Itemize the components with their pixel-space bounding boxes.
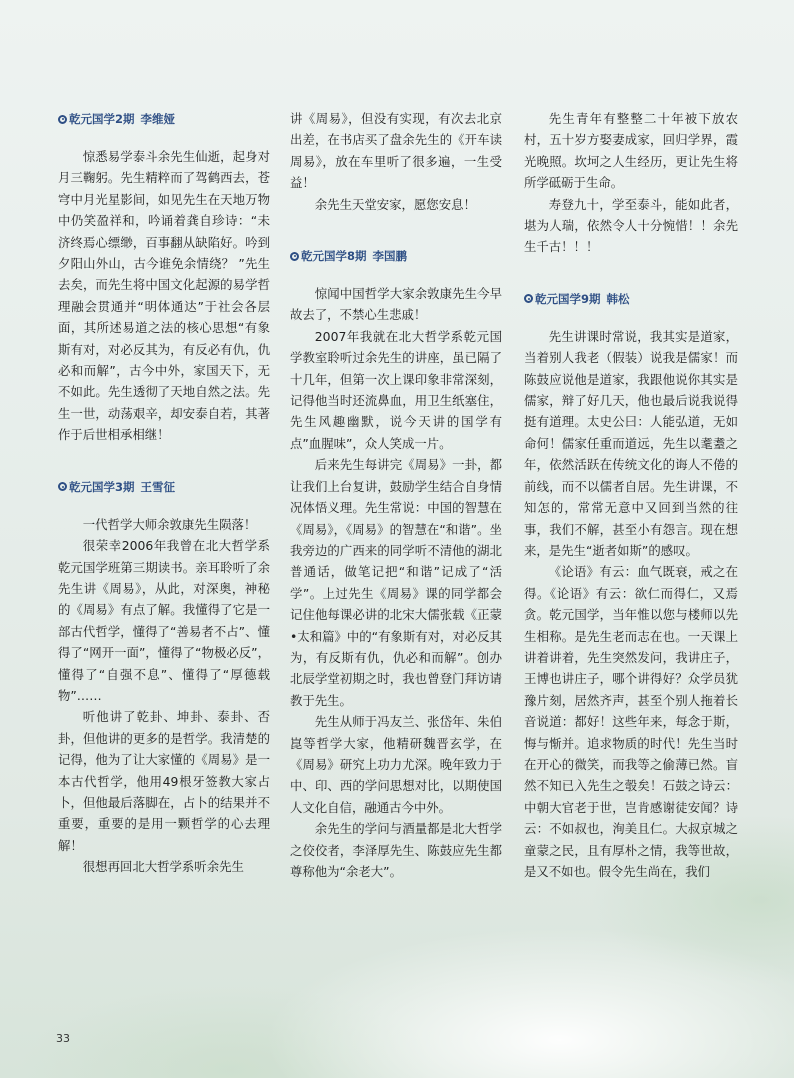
column-2	[290, 108, 502, 882]
page-number: 33	[56, 1032, 70, 1045]
article-paragraph: 惊闻中国哲学大家余敦康先生今早故去了，不禁心生悲戚！	[290, 286, 502, 323]
author-name: 韩松	[606, 291, 630, 306]
article-paragraph: 惊悉易学泰斗余先生仙逝，起身对月三鞠躬。先生精粹而了驾鹤西去，苍穹中月光星影间，如见先生在天地万物中仍笑盈祥和，吟诵着龚自珍诗：“未济终焉心缥缈，百事翻从缺陷好。吟到夕阳山外山，古今谁免余情绕？ ”先生去矣，而先生将中国文化起源的易学哲理融会贯通并“明体通达”于社会各层面，其所述易道之法的核心思想“有象斯有对，对必反其为，有反必有仇，仇必和而解”，古今中外，家国天下，无不如此。先生透彻了天地自然之法。先生一世，动荡艰辛，却安泰自若，其著作于后世相承相继！	[58, 149, 270, 443]
article-paragraph: 很想再回北大哲学系听余先生	[82, 859, 244, 875]
article-paragraph: 听他讲了乾卦、坤卦、泰卦、否卦，但他讲的更多的是哲学。我清楚的记得，他为了让大家懂的《周易》是一本古代哲学，他用49根牙签教大家占卜，但他最后落脚在，占卜的结果并不重要，重要的是用一颗哲学的心去理解！	[58, 709, 270, 853]
circle-bullet-icon	[58, 482, 67, 491]
article-paragraph: 后来先生每讲完《周易》一卦，都让我们上台复讲，鼓励学生结合自身情况体悟义理。先生常说：中国的智慧在《周易》，《周易》的智慧在“和谐”。坐我旁边的广西来的同学听不清他的湖北普通话，做笔记把“和谐”记成了“活学”。上过先生《周易》课的同学都会记住他每课必讲的北宋大儒张载《正蒙•太和篇》中的“有象斯有对，对必反其为，有反斯有仇，仇必和而解”。创办北辰学堂初期之时，我也曾登门拜访请教于先生。	[290, 457, 502, 708]
author-heading	[524, 288, 738, 310]
article-paragraph: 余先生的学问与酒量都是北大哲学之佼佼者，李泽厚先生、陈鼓应先生都尊称他为“余老大”。	[290, 821, 502, 879]
author-class: 乾元国学3期	[69, 479, 135, 494]
author-name: 李维娅	[140, 112, 176, 126]
article-paragraph: 先生讲课时常说，我其实是道家，当着别人我老（假装）说我是儒家！而陈鼓应说他是道家，我跟他说你其实是儒家，辩了好几天，他也最后说我说得挺有道理。太史公曰：人能弘道，无如命何！儒家任重而道远，先生以耄耋之年，依然活跃在传统文化的诲人不倦的前线，而不以儒者自居。先生讲课，不知怎的，常常无意中又回到当然的往事，我们不解，甚至小有怨言。现在想来，是先生“逝者如斯”的感叹。	[524, 328, 738, 558]
circle-bullet-icon	[290, 252, 299, 261]
article-paragraph: 一代哲学大师余敦康先生陨落！	[82, 516, 257, 532]
author-class: 乾元国学2期	[69, 112, 135, 126]
author-name: 李国鹏	[372, 249, 408, 264]
circle-bullet-icon	[58, 115, 67, 124]
article-paragraph-continued: 讲《周易》，但没有实现，有次去北京出差，在书店买了盘余先生的《开车读周易》，放在车里听了很多遍，一生受益！	[290, 111, 502, 191]
author-class: 乾元国学9期	[535, 291, 601, 306]
circle-bullet-icon	[524, 294, 533, 303]
author-name: 王雪征	[140, 479, 176, 494]
author-heading	[58, 476, 270, 498]
author-heading	[58, 108, 270, 130]
article-paragraph: 2007年我就在北大哲学系乾元国学教室聆听过余先生的讲座，虽已隔了十几年，但第一次上课印象非常深刻，记得他当时还流鼻血，用卫生纸塞住，先生风趣幽默，说今天讲的国学有点”血腥味”，众人笑成一片。	[290, 328, 502, 451]
article-paragraph: 先生青年有整整二十年被下放农村，五十岁方娶妻成家，回归学界，霞光晚照。坎坷之人生经历，更让先生将所学砥砺于生命。	[524, 111, 738, 191]
column-3	[524, 108, 738, 882]
article-paragraph: 先生从师于冯友兰、张岱年、朱伯崑等哲学大家，他精研魏晋玄学，在《周易》研究上功力尤深。晚年致力于中、印、西的学问思想对比，以期使国人文化自信，融通古今中外。	[290, 714, 502, 815]
author-class: 乾元国学8期	[301, 249, 367, 264]
article-paragraph: 《论语》有云：血气既衰，戒之在得。《论语》有云：欲仁而得仁，又焉贪。乾元国学，当年惟以您与楼师以先生相称。是先生老而志在也。一天课上讲着讲着，先生突然发问，我讲庄子，王博也讲庄子，哪个讲得好？众学员犹豫片刻，居然齐声，甚至个别人拖着长音说道：都好！这些年来，每念于斯，悔与惭并。追求物质的时代！先生当时在开心的微笑，而我等之偷薄已然。盲然不知已入先生之彀矣！石鼓之诗云：中朝大官老于世，岂肯感谢徒安闻？诗云：不如叔也，洵美且仁。大叔京城之童蒙之民，且有厚朴之情，我等世故，是又不如也。假令先生尚在，我们	[524, 564, 738, 879]
author-heading	[290, 245, 502, 267]
article-paragraph: 余先生天堂安家，愿您安息！	[314, 196, 476, 212]
article-paragraph: 很荣幸2006年我曾在北大哲学系乾元国学班第三期读书。亲耳聆听了余先生讲《周易》，从此，对深奥，神秘的《周易》有点了解。我懂得了它是一部古代哲学，懂得了“善易者不占”、懂得了“网开一面”，懂得了“物极必反”，懂得了“自强不息”、懂得了“厚德载物”……	[58, 538, 270, 703]
article-paragraph: 寿登九十，学至泰斗，能如此者，堪为人瑞，依然令人十分惋惜！！余先生千古！！！	[524, 196, 738, 255]
column-1	[58, 108, 270, 878]
